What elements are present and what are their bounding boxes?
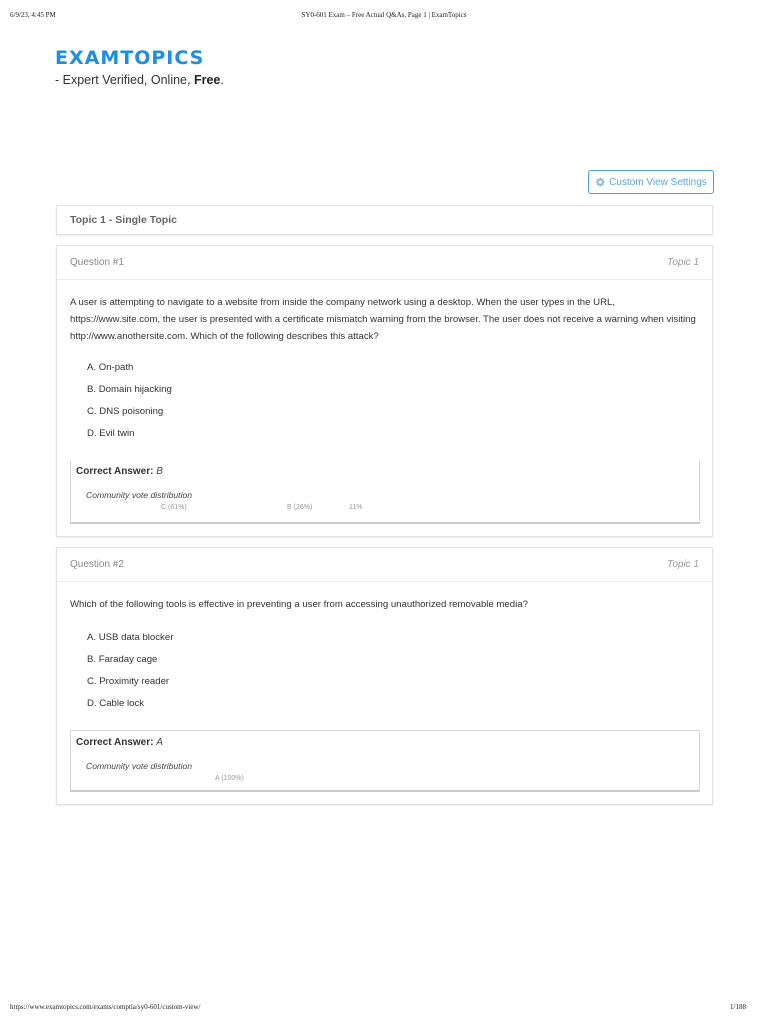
correct-answer-label: Correct Answer:	[76, 737, 157, 748]
choice-a[interactable]: A. On-path	[87, 362, 134, 373]
vote-bar-segment[interactable]: B (26%)	[287, 504, 313, 511]
print-footer	[0, 1003, 768, 1015]
question-card-1	[56, 245, 713, 537]
question-topic: Topic 1	[667, 559, 699, 570]
question-text: A user is attempting to navigate to a website from inside the company network using a desktop. When the user types in the URL, https://www.site.com, the user is presented with a certificate mismatch warning from the browser. The user does not receive a warning when visiting http://www.anothersite.com. Which of the following describes this attack?	[70, 297, 696, 342]
question-number: Question #1	[70, 257, 124, 268]
correct-answer	[76, 466, 163, 477]
tagline-prefix: - Expert Verified, Online,	[55, 73, 194, 87]
custom-view-settings-button[interactable]	[588, 170, 714, 194]
question-number: Question #2	[70, 559, 124, 570]
logo-text: EXAMTOPICS	[55, 47, 205, 69]
vote-bar-segment[interactable]: C (61%)	[161, 504, 187, 511]
vote-bar-segment[interactable]: 11%	[349, 504, 363, 511]
community-vote-label: Community vote distribution	[86, 761, 193, 771]
custom-view-settings-label: Custom View Settings	[609, 176, 707, 188]
gear-icon	[595, 177, 605, 187]
question-header	[57, 548, 712, 582]
community-vote-label: Community vote distribution	[86, 490, 193, 500]
print-header	[0, 11, 768, 23]
examtopics-logo[interactable]	[55, 46, 204, 70]
choice-list	[70, 631, 699, 719]
choice-c[interactable]: C. DNS poisoning	[87, 406, 164, 417]
question-card-2	[56, 547, 713, 805]
print-datetime: 6/9/23, 4:45 PM	[10, 11, 56, 19]
question-topic: Topic 1	[667, 257, 699, 268]
tagline-bold: Free	[193, 73, 221, 87]
choice-d[interactable]: D. Evil twin	[87, 428, 135, 439]
print-title: SY0-601 Exam – Free Actual Q&As, Page 1 | ExamTopics	[301, 11, 467, 19]
correct-answer-label: Correct Answer:	[76, 466, 157, 477]
print-url: https://www.examtopics.com/exams/comptia/sy0-601/custom-view/	[10, 1003, 201, 1011]
question-header	[57, 246, 712, 280]
tagline	[55, 73, 224, 87]
correct-answer-value: A	[156, 737, 163, 748]
answer-box	[70, 460, 700, 524]
choice-list	[70, 361, 699, 449]
question-text: Which of the following tools is effective in preventing a user from accessing unauthorized removable media?	[70, 599, 528, 610]
choice-b[interactable]: B. Faraday cage	[87, 654, 158, 665]
choice-c[interactable]: C. Proximity reader	[87, 676, 170, 687]
answer-box	[70, 730, 700, 792]
topic-label: Topic 1 - Single Topic	[70, 214, 177, 226]
print-page-number: 1/188	[730, 1003, 746, 1011]
topic-header	[56, 205, 713, 235]
correct-answer-value: B	[156, 466, 163, 477]
choice-b[interactable]: B. Domain hijacking	[87, 384, 172, 395]
tagline-suffix: .	[220, 73, 224, 87]
question-body	[57, 280, 712, 449]
question-body	[57, 582, 712, 719]
choice-a[interactable]: A. USB data blocker	[87, 632, 174, 643]
vote-bar-segment[interactable]: A (100%)	[215, 775, 244, 782]
correct-answer	[76, 737, 163, 748]
choice-d[interactable]: D. Cable lock	[87, 698, 145, 709]
